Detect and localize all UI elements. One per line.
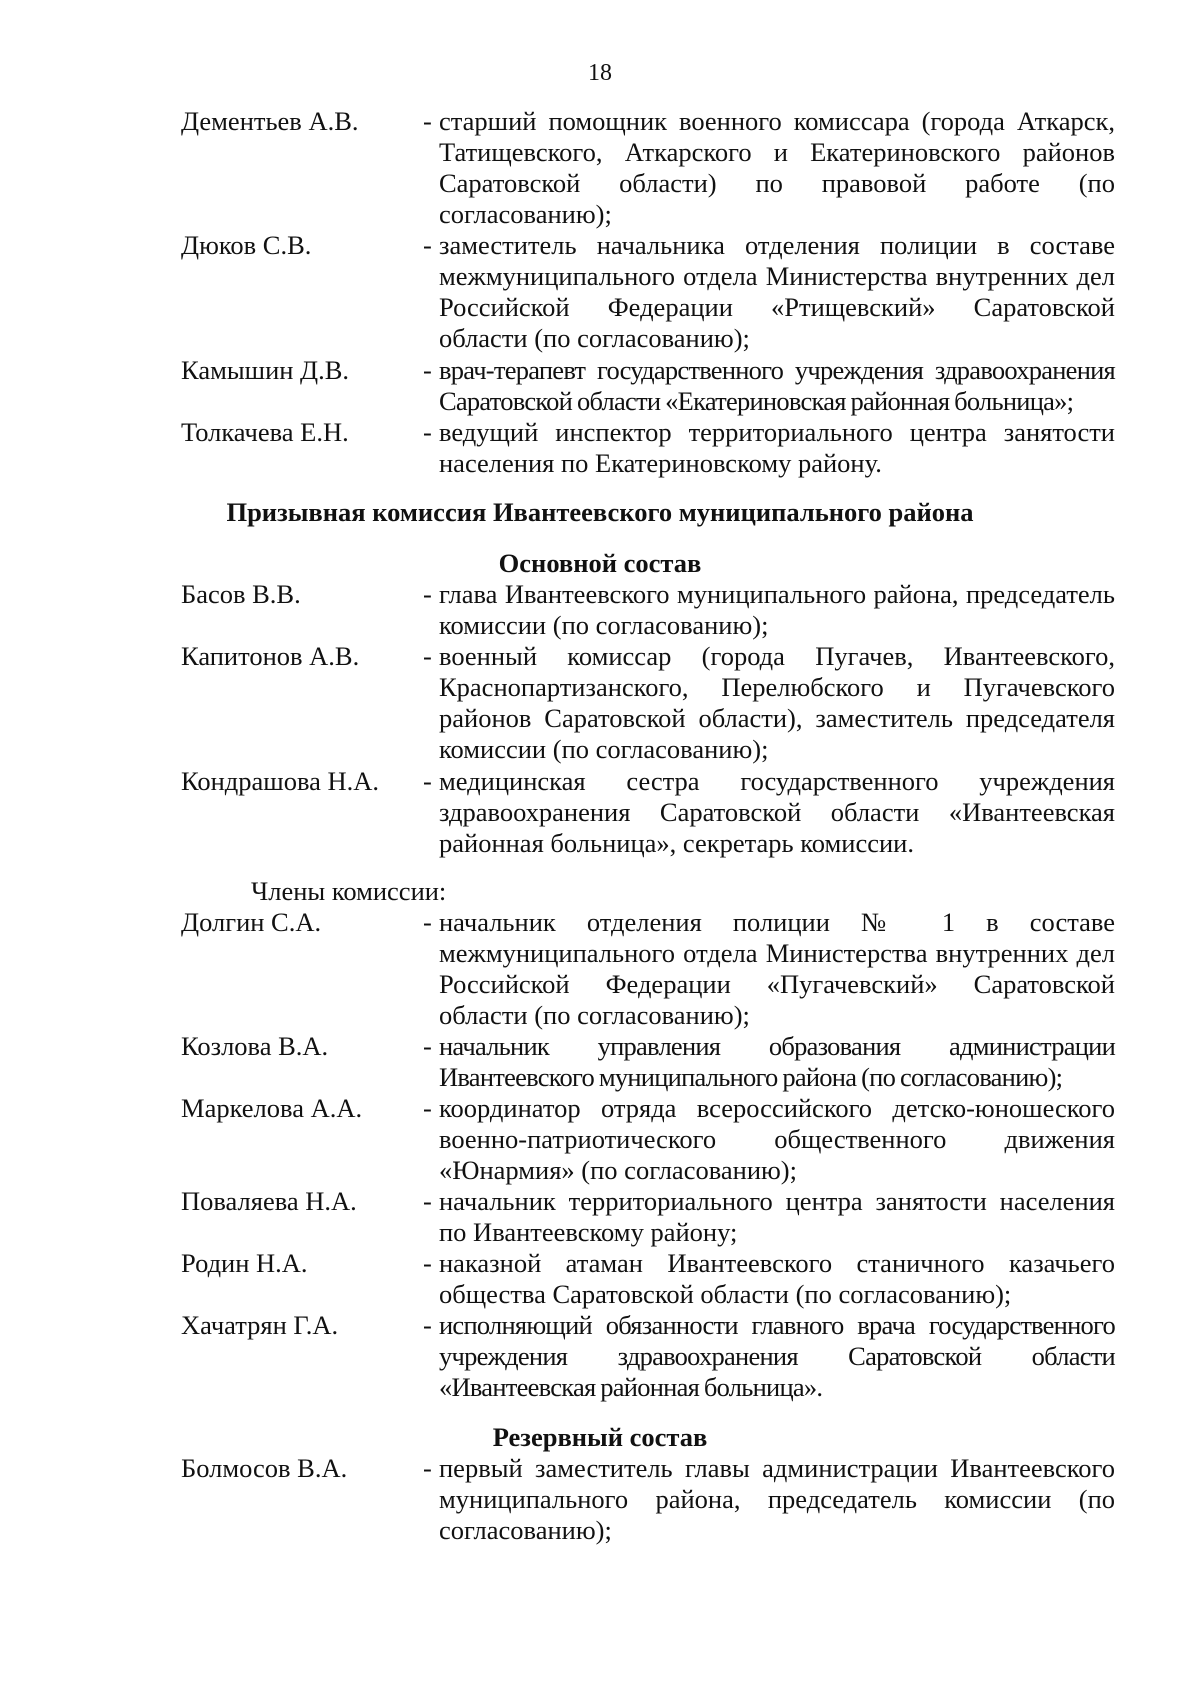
person-name: Козлова В.А. [181,1031,329,1061]
person-name: Долгин С.А. [181,907,322,937]
person-position: глава Ивантеевского муниципального района, председатель комиссии (по согласованию); [439,579,1115,640]
dash: - [423,1031,432,1061]
dash: - [423,1186,432,1216]
person-position: начальник отделения полиции № 1 в составе межмуниципального отдела Министерства внутренних дел Российской Федерации «Пугачевский» Саратовской области (по согласованию); [439,907,1115,1030]
commission-title: Призывная комиссия Ивантеевского муниципального района [226,497,974,527]
person-name: Родин Н.А. [181,1248,308,1278]
dash: - [423,355,432,385]
person-position: медицинская сестра государственного учреждения здравоохранения Саратовской области «Ивантеевская районная больница», секретарь комиссии. [439,766,1115,858]
person-name: Кондрашова Н.А. [181,766,380,796]
dash: - [423,230,432,260]
person-name: Камышин Д.В. [181,355,350,385]
dash: - [423,1453,432,1483]
person-position: первый заместитель главы администрации Ивантеевского муниципального района, председатель комиссии (по согласованию); [439,1453,1115,1545]
person-name: Маркелова А.А. [181,1093,363,1123]
person-position: врач-терапевт государственного учреждения здравоохранения Саратовской области «Екатериновская районная больница»; [439,355,1115,416]
dash: - [423,766,432,796]
dash: - [423,106,432,136]
person-name: Басов В.В. [181,579,301,609]
person-position: исполняющий обязанности главного врача государственного учреждения здравоохранения Саратовской области «Ивантеевская районная больница». [439,1310,1115,1402]
section-heading-reserve: Резервный состав [492,1422,708,1452]
person-position: старший помощник военного комиссара (города Аткарск, Татищевского, Аткарского и Екатериновского районов Саратовской области) по правовой работе (по согласованию); [439,106,1115,229]
dash: - [423,1093,432,1123]
person-name: Капитонов А.В. [181,641,360,671]
person-position: наказной атаман Ивантеевского станичного казачьего общества Саратовской области (по согласованию); [439,1248,1115,1309]
dash: - [423,641,432,671]
person-position: координатор отряда всероссийского детско-юношеского военно-патриотического общественного движения «Юнармия» (по согласованию); [439,1093,1115,1185]
person-name: Болмосов В.А. [181,1453,348,1483]
section-heading-main: Основной состав [498,548,702,578]
person-name: Дементьев А.В. [181,106,359,136]
person-position: военный комиссар (города Пугачев, Ивантеевского, Краснопартизанского, Перелюбского и Пугачевского районов Саратовской области), заместитель председателя комиссии (по согласованию); [439,641,1115,764]
dash: - [423,907,432,937]
dash: - [423,417,432,447]
person-name: Поваляева Н.А. [181,1186,357,1216]
person-name: Хачатрян Г.А. [181,1310,339,1340]
person-position: начальник управления образования администрации Ивантеевского муниципального района (по согласованию); [439,1031,1115,1092]
page-number: 18 [588,60,612,86]
person-name: Толкачева Е.Н. [181,417,349,447]
person-name: Дюков С.В. [181,230,312,260]
members-label: Члены комиссии: [251,876,447,906]
person-position: ведущий инспектор территориального центра занятости населения по Екатериновскому району. [439,417,1115,478]
dash: - [423,1248,432,1278]
person-position: заместитель начальника отделения полиции в составе межмуниципального отдела Министерства внутренних дел Российской Федерации «Ртищевский» Саратовской области (по согласованию); [439,230,1115,353]
dash: - [423,1310,432,1340]
dash: - [423,579,432,609]
person-position: начальник территориального центра занятости населения по Ивантеевскому району; [439,1186,1115,1247]
